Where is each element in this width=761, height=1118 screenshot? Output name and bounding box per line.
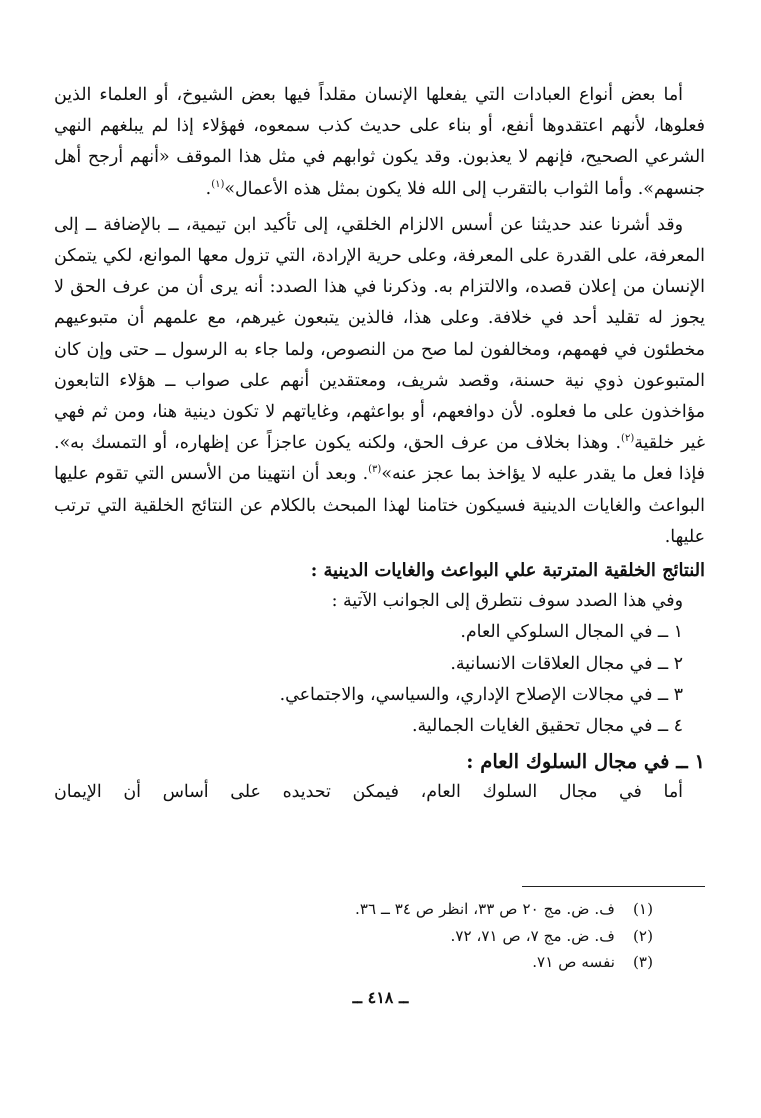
paragraph-2-text-c: . وبعد أن انتهينا من الأسس التي تقوم عليها البواعث والغايات الدينية فسيكون ختامنا لهذا المبحث بالكلام عن النتائج الخلقية التي ترتب عليها. (54, 464, 705, 547)
list-item: ١ ــ في المجال السلوكي العام. (460, 622, 683, 643)
footnotes (93, 896, 653, 976)
footnote-text: ف. ض. مج ٢٠ ص ٣٣، انظر ص ٣٤ ــ ٣٦. (355, 900, 615, 918)
list-item: ٤ ــ في مجال تحقيق الغايات الجمالية. (411, 716, 683, 737)
section-intro: وفي هذا الصدد سوف نتطرق إلى الجوانب الآتية : (331, 591, 683, 612)
footnote-text: نفسه ص ٧١. (532, 953, 615, 971)
footnote-ref-1: (١) (211, 178, 225, 190)
paragraph-1-end: . (205, 178, 212, 199)
footnote-item (93, 896, 653, 923)
list-item: ٢ ــ في مجال العلاقات الانسانية. (450, 653, 683, 674)
footnote-text: ف. ض. مج ٧، ص ٧١، ٧٢. (450, 926, 615, 945)
paragraph-1 (54, 80, 705, 205)
footnote-number: (٢) (632, 926, 653, 945)
footnote-item (93, 923, 653, 950)
list-item: ٣ ــ في مجالات الإصلاح الإداري، والسياسي، والاجتماعي. (279, 684, 683, 705)
subsection-text: أما في مجال السلوك العام، فيمكن تحديده على أساس أن الإيمان (54, 782, 683, 803)
footnote-number: (١) (632, 900, 653, 918)
footnote-item (93, 949, 653, 976)
paragraph-2-text-b: . وهذا بخلاف من عرف الحق، ولكنه يكون عاجزاً عن إظهاره، أو التمسك به». فإذا فعل ما يقدر عليه لا يؤاخذ بما عجز عنه» (54, 433, 705, 485)
subsection-heading: ١ ــ في مجال السلوك العام : (466, 750, 705, 774)
footnote-divider (522, 886, 705, 887)
section-heading: النتائج الخلقية المترتبة علي البواعث والغايات الدينية : (310, 560, 705, 582)
paragraph-2-text-a: وقد أشرنا عند حديثنا عن أسس الالزام الخلقي، إلى تأكيد ابن تيمية، ــ بالإضافة ــ إلى المعرفة، على القدرة على المعرفة، وعلى حرية الإرادة، التي تزول معها الموانع، لكي يتمكن الإنسان من إعلان قصده، والالتزام به. وذكرنا في هذا الصدد: أنه يرى أن من عرف الحق لا يجوز له تقليد أحد في خلافة. وعلى هذا، فالذين يتبعون غيرهم، مع علمهم أن متبوعيهم مخطئون في فهمهم، ومخالفون لما صح من النصوص، ولما جاء به الرسول ــ حتى وإن كان المتبوعون ذوي نية حسنة، وقصد شريف، ومعتقدين أنهم على صواب ــ هؤلاء التابعون مؤاخذون على ما فعلوه. لأن دوافعهم، أو بواعثهم، وغاياتهم لا تكون دينية هنا، ومن ثم فهي غير خلقية (54, 214, 706, 454)
footnote-ref-3: (٣) (368, 464, 382, 476)
paragraph-2 (54, 210, 705, 553)
main-text (54, 80, 705, 809)
footnote-ref-2: (٢) (621, 433, 635, 445)
page-number: ــ ٤١٨ ــ (352, 988, 409, 1007)
paragraph-1-text: أما بعض أنواع العبادات التي يفعلها الإنسان مقلداً فيها بعض الشيوخ، أو العلماء الذين فعلوها، لأنهم اعتقدوها أنفع، أو بناء على حديث كذب سمعوه، فهؤلاء إذا لم يبلغهم النهي الشرعي الصحيح، فإنهم لا يعذبون. وقد يكون ثوابهم في مثل هذا الموقف «أنهم أرجح أهل جنسهم». وأما الثواب بالتقرب إلى الله فلا يكون بمثل هذه الأعمال» (54, 85, 705, 199)
footnote-number: (٣) (632, 953, 653, 971)
